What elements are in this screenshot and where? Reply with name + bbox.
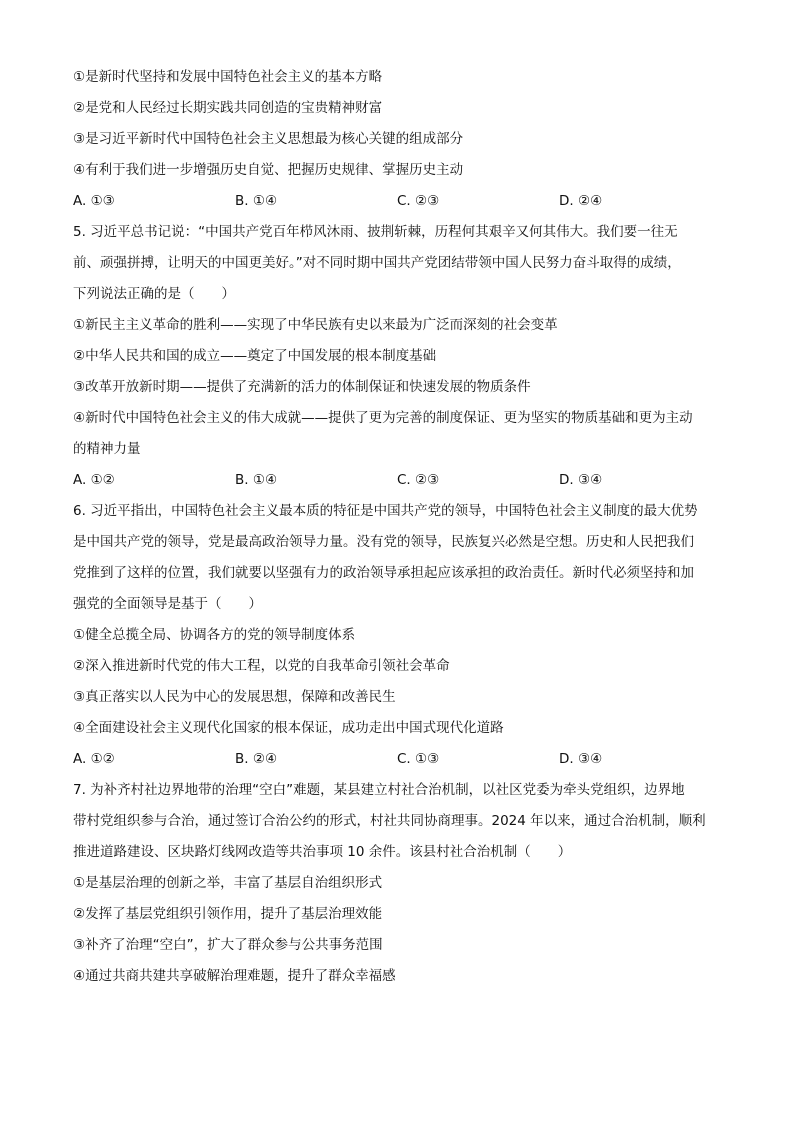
- q7-stem-line-3: 推进道路建设、区块路灯线网改造等共治事项 10 余件。该县村社合治机制（ ）: [73, 844, 572, 860]
- q5-stem-line-3: 下列说法正确的是（ ）: [73, 286, 235, 302]
- q7-item-4: ④通过共商共建共享破解治理难题，提升了群众幸福感: [73, 968, 396, 984]
- q6-options: [73, 744, 721, 775]
- q5-item-2: ②中华人民共和国的成立——奠定了中国发展的根本制度基础: [73, 348, 437, 364]
- q6-stem-line-4: 强党的全面领导是基于（ ）: [73, 596, 262, 612]
- question-5: [73, 217, 721, 496]
- question-6: [73, 496, 721, 775]
- page-content: [73, 62, 721, 992]
- q6-option-a: A. ①②: [73, 751, 115, 767]
- q5-option-a: A. ①②: [73, 472, 115, 488]
- q4-item-1: ①是新时代坚持和发展中国特色社会主义的基本方略: [73, 69, 383, 85]
- q5-item-1: ①新民主主义革命的胜利——实现了中华民族有史以来最为广泛而深刻的社会变革: [73, 317, 558, 333]
- q5-item-3: ③改革开放新时期——提供了充满新的活力的体制保证和快速发展的物质条件: [73, 379, 531, 395]
- q6-item-2: ②深入推进新时代党的伟大工程，以党的自我革命引领社会革命: [73, 658, 450, 674]
- question-4: [73, 62, 721, 217]
- q5-item-4-cont: 的精神力量: [73, 441, 141, 457]
- q4-option-a: A. ①③: [73, 193, 115, 209]
- q5-option-b: B. ①④: [235, 472, 278, 488]
- q6-option-d: D. ③④: [559, 751, 603, 767]
- q7-stem-line-2: 带村党组织参与合治，通过签订合治公约的形式，村社共同协商理事。2024 年以来，通过合治机制，顺利: [73, 813, 706, 829]
- q7-item-2: ②发挥了基层党组织引领作用，提升了基层治理效能: [73, 906, 383, 922]
- q4-item-3: ③是习近平新时代中国特色社会主义思想最为核心关键的组成部分: [73, 131, 464, 147]
- q4-item-4: ④有利于我们进一步增强历史自觉、把握历史规律、掌握历史主动: [73, 162, 464, 178]
- question-7: [73, 775, 721, 992]
- q6-item-1: ①健全总揽全局、协调各方的党的领导制度体系: [73, 627, 356, 643]
- q6-item-4: ④全面建设社会主义现代化国家的根本保证，成功走出中国式现代化道路: [73, 720, 504, 736]
- q4-option-c: C. ②③: [397, 193, 440, 209]
- q4-options: [73, 186, 721, 217]
- q4-option-b: B. ①④: [235, 193, 278, 209]
- q6-stem-line-3: 党推到了这样的位置，我们就要以坚强有力的政治领导承担起应该承担的政治责任。新时代必须坚持和加: [73, 565, 694, 581]
- q7-item-3: ③补齐了治理“空白”，扩大了群众参与公共事务范围: [73, 937, 383, 953]
- q6-stem-line-1: 6. 习近平指出，中国特色社会主义最本质的特征是中国共产党的领导，中国特色社会主义制度的最大优势: [73, 503, 698, 519]
- q6-stem-line-2: 是中国共产党的领导，党是最高政治领导力量。没有党的领导，民族复兴必然是空想。历史和人民把我们: [73, 534, 694, 550]
- q4-option-d: D. ②④: [559, 193, 603, 209]
- q4-item-2: ②是党和人民经过长期实践共同创造的宝贵精神财富: [73, 100, 383, 116]
- q7-stem-line-1: 7. 为补齐村社边界地带的治理“空白”难题，某县建立村社合治机制，以社区党委为牵头党组织，边界地: [73, 782, 685, 798]
- q5-option-d: D. ③④: [559, 472, 603, 488]
- q5-option-c: C. ②③: [397, 472, 440, 488]
- q5-options: [73, 465, 721, 496]
- q6-option-b: B. ②④: [235, 751, 278, 767]
- q5-item-4: ④新时代中国特色社会主义的伟大成就——提供了更为完善的制度保证、更为坚实的物质基础和更为主动: [73, 410, 693, 426]
- q5-stem-line-1: 5. 习近平总书记说：“中国共产党百年栉风沐雨、披荆斩棘，历程何其艰辛又何其伟大。我们要一往无: [73, 224, 678, 240]
- q5-stem-line-2: 前、顽强拼搏，让明天的中国更美好。”对不同时期中国共产党团结带领中国人民努力奋斗取得的成绩，: [73, 255, 681, 271]
- q7-item-1: ①是基层治理的创新之举，丰富了基层自治组织形式: [73, 875, 383, 891]
- q6-option-c: C. ①③: [397, 751, 440, 767]
- q6-item-3: ③真正落实以人民为中心的发展思想，保障和改善民生: [73, 689, 396, 705]
